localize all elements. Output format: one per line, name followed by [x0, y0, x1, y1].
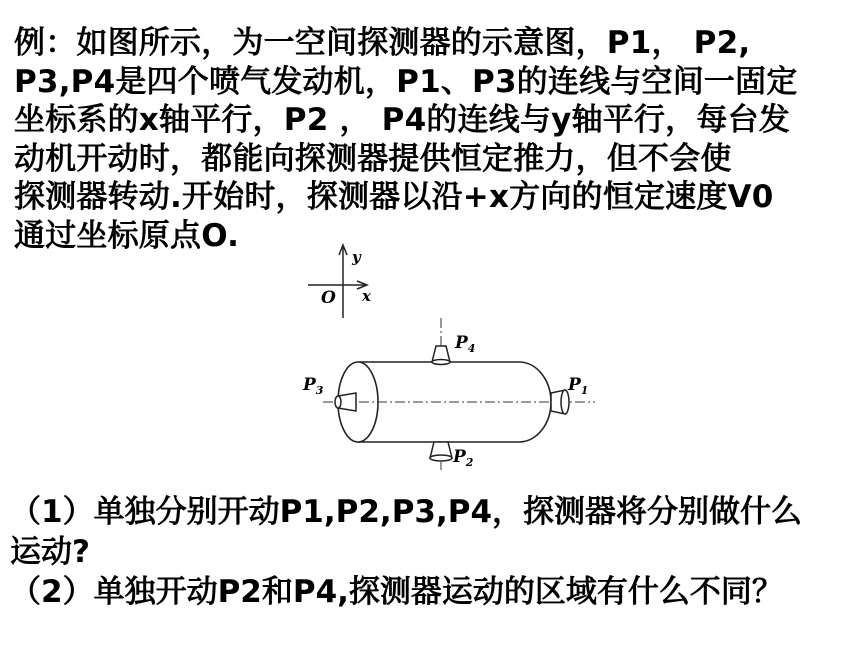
engine-p3-label: $P_3$: [303, 375, 324, 397]
engine-p4-label: $P_4$: [455, 333, 476, 355]
engine-p2-label: $P_2$: [453, 447, 474, 469]
question-1: （1）单独分别开动P1,P2,P3,P4，探测器将分别做什么: [10, 494, 803, 530]
problem-line: 动机开动时，都能向探测器提供恒定推力，但不会使: [14, 140, 732, 177]
problem-line: 探测器转动.开始时，探测器以沿+x方向的恒定速度V0: [14, 179, 774, 215]
problem-line: 例：如图所示，为一空间探测器的示意图，P1， P2,: [14, 25, 751, 61]
origin-label: O: [321, 288, 336, 308]
engine-p4-rim: [432, 360, 450, 365]
problem-line: P3,P4是四个喷气发动机，P1、P3的连线与空间一固定: [14, 63, 798, 100]
x-axis-label: x: [362, 287, 371, 305]
question-1-continued: 运动?: [10, 534, 90, 570]
y-axis-label: y: [352, 248, 361, 266]
problem-line: 坐标系的x轴平行，P2 ， P4的连线与y轴平行，每台发: [14, 102, 790, 138]
engine-p1-label: $P_1$: [568, 375, 589, 397]
question-2: （2）单独开动P2和P4,探测器运动的区域有什么不同？: [10, 574, 783, 610]
problem-line: 通过坐标原点O.: [14, 217, 240, 254]
engine-p3-rim: [335, 396, 341, 408]
engine-p2-rim: [430, 455, 452, 461]
